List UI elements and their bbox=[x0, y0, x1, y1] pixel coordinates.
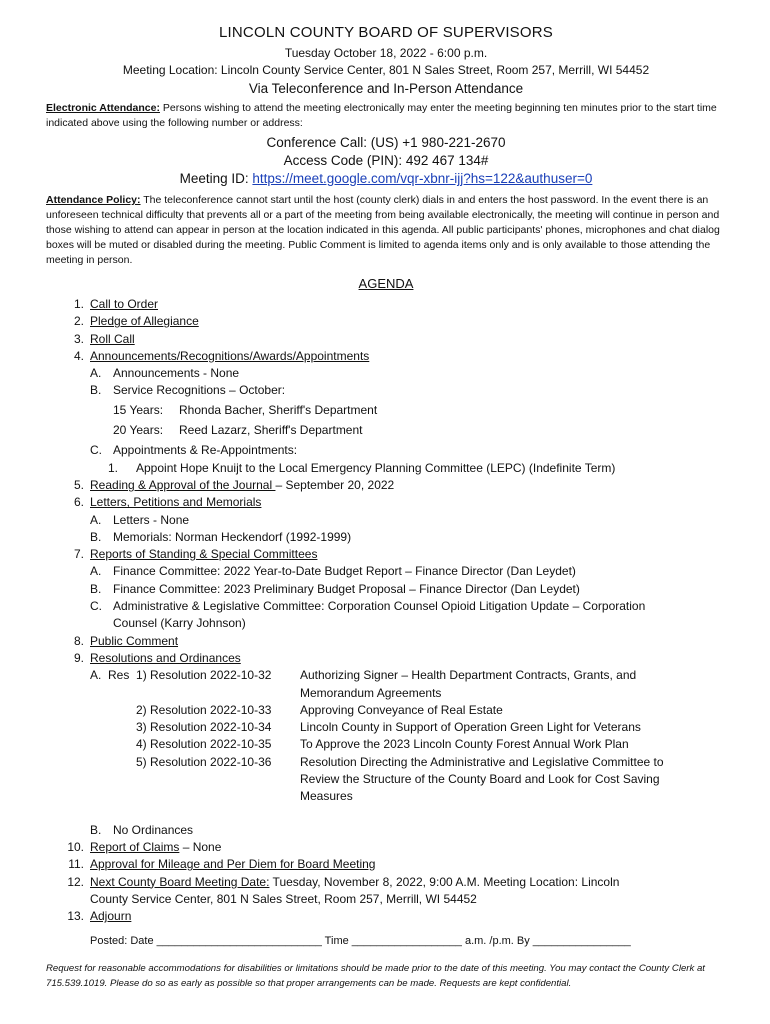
meeting-id bbox=[46, 170, 726, 188]
agenda-item-4b: B. Service Recognitions – October: bbox=[90, 383, 286, 398]
meeting-id-label: Meeting ID: bbox=[179, 171, 253, 186]
resolution-list bbox=[46, 667, 726, 805]
agenda-item-4a: A. Announcements - None bbox=[90, 366, 240, 381]
recognition-row: 20 Years: Reed Lazarz, Sheriff's Department bbox=[113, 423, 363, 438]
agenda-list bbox=[46, 296, 726, 925]
agenda-item-12-cont: County Service Center, 801 N Sales Street, Room 257, Merrill, WI 54452 bbox=[90, 891, 477, 906]
resolution-row: A. Res 1) Resolution 2022-10-32 Authorizing Signer – Health Department Contracts, Grants, and Memorandum Agreements bbox=[90, 668, 637, 700]
board-title: LINCOLN COUNTY BOARD OF SUPERVISORS bbox=[218, 24, 553, 41]
electronic-attendance bbox=[46, 101, 726, 131]
resolution-row: 5) Resolution 2022-10-36 Resolution Directing the Administrative and Legislative Committee to Review the Structure of the County Board and Look for Cost Saving Measures bbox=[136, 754, 664, 804]
agenda-item-7b: B. Finance Committee: 2023 Preliminary Budget Proposal – Finance Director (Dan Leydet) bbox=[90, 581, 580, 596]
agenda-item-6b: B. Memorials: Norman Heckendorf (1992-1999) bbox=[90, 529, 352, 544]
access-code: Access Code (PIN): 492 467 134# bbox=[283, 153, 489, 168]
meeting-link[interactable]: https://meet.google.com/vqr-xbnr-ijj?hs=122&authuser=0 bbox=[252, 171, 593, 186]
agenda-item-2: 2. Pledge of Allegiance bbox=[73, 314, 199, 329]
electronic-attendance-label: Electronic Attendance: bbox=[46, 102, 160, 114]
agenda-item-4: 4. Announcements/Recognitions/Awards/Appointments bbox=[73, 348, 370, 363]
attendance-mode: Via Teleconference and In-Person Attendance bbox=[248, 81, 524, 96]
conference-info bbox=[46, 134, 726, 188]
resolution-row: 3) Resolution 2022-10-34 Lincoln County in Support of Operation Green Light for Veterans bbox=[136, 720, 641, 735]
agenda-item-11: 11. Approval for Mileage and Per Diem for Board Meeting bbox=[68, 857, 376, 872]
agenda-item-1: 1. Call to Order bbox=[73, 297, 159, 311]
agenda-item-8: 8. Public Comment bbox=[73, 633, 179, 648]
agenda-item-6a: A. Letters - None bbox=[90, 512, 190, 527]
agenda-item-3: 3. Roll Call bbox=[73, 331, 135, 346]
resolution-row: 2) Resolution 2022-10-33 Approving Conveyance of Real Estate bbox=[136, 702, 503, 717]
agenda-item-9: 9. Resolutions and Ordinances bbox=[73, 650, 241, 665]
agenda-item-12: 12. Next County Board Meeting Date: Tuesday, November 8, 2022, 9:00 A.M. Meeting Location: Lincoln bbox=[67, 874, 620, 889]
agenda-title: AGENDA bbox=[358, 276, 414, 291]
agenda-item-7: 7. Reports of Standing & Special Committees bbox=[73, 547, 318, 562]
agenda-item-13: 13. Adjourn bbox=[67, 909, 132, 924]
attendance-policy bbox=[46, 193, 726, 268]
attendance-policy-label: Attendance Policy: bbox=[46, 194, 141, 206]
agenda-item-10: 10. Report of Claims – None bbox=[67, 839, 222, 854]
accommodation-footnote: Request for reasonable accommodations for disabilities or limitations should be made prior to the date of this meeting. You may contact the County Clerk at 715.539.1019. Please do so as early as possible so that proper arrangements can be made. Requests are kept confidential. bbox=[46, 963, 705, 989]
agenda-item-9b: B. No Ordinances bbox=[90, 822, 194, 837]
appointment-item: 1. Appoint Hope Knuijt to the Local Emergency Planning Committee (LEPC) (Indefinite Term) bbox=[108, 460, 616, 475]
agenda-item-4c: C. Appointments & Re-Appointments: bbox=[90, 443, 298, 458]
recognition-row: 15 Years: Rhonda Bacher, Sheriff's Department bbox=[113, 402, 378, 417]
agenda-item-7a: A. Finance Committee: 2022 Year-to-Date Budget Report – Finance Director (Dan Leydet) bbox=[90, 564, 576, 579]
electronic-attendance-text: Persons wishing to attend the meeting electronically may enter the meeting beginning ten minutes prior to the start time indicated above using the following number or address: bbox=[46, 102, 717, 129]
agenda-item-6: 6. Letters, Petitions and Memorials bbox=[73, 495, 262, 510]
meeting-location: Meeting Location: Lincoln County Service Center, 801 N Sales Street, Room 257, Merrill, WI 54452 bbox=[122, 63, 650, 77]
meeting-date: Tuesday October 18, 2022 - 6:00 p.m. bbox=[284, 46, 488, 60]
conference-call: Conference Call: (US) +1 980-221-2670 bbox=[266, 135, 506, 150]
agenda-item-7c-cont: Counsel (Karry Johnson) bbox=[113, 616, 246, 631]
attendance-policy-text: The teleconference cannot start until the host (county clerk) dials in and enters the host password. In the event there is an unforeseen technical difficulty that prevents all or a part of the meeting from being available electronically, the meeting will continue in person and those wishing to attend can appear in person at the location indicated in this agenda. All public participants' phones, microphones and chat dialog boxes will be muted or disabled during the meeting. Public Comment is limited to agenda items only and is only available to those attending the meeting in person. bbox=[46, 194, 720, 266]
posted-line: Posted: Date ___________________________ Time __________________ a.m. /p.m. By ________________ bbox=[90, 935, 631, 948]
resolution-row: 4) Resolution 2022-10-35 To Approve the 2023 Lincoln County Forest Annual Work Plan bbox=[136, 737, 629, 752]
agenda-item-5: 5. Reading & Approval of the Journal – September 20, 2022 bbox=[73, 477, 395, 492]
agenda-item-7c: C. Administrative & Legislative Committee: Corporation Counsel Opioid Litigation Update – Corporation bbox=[90, 599, 646, 614]
agenda-document bbox=[46, 24, 726, 947]
